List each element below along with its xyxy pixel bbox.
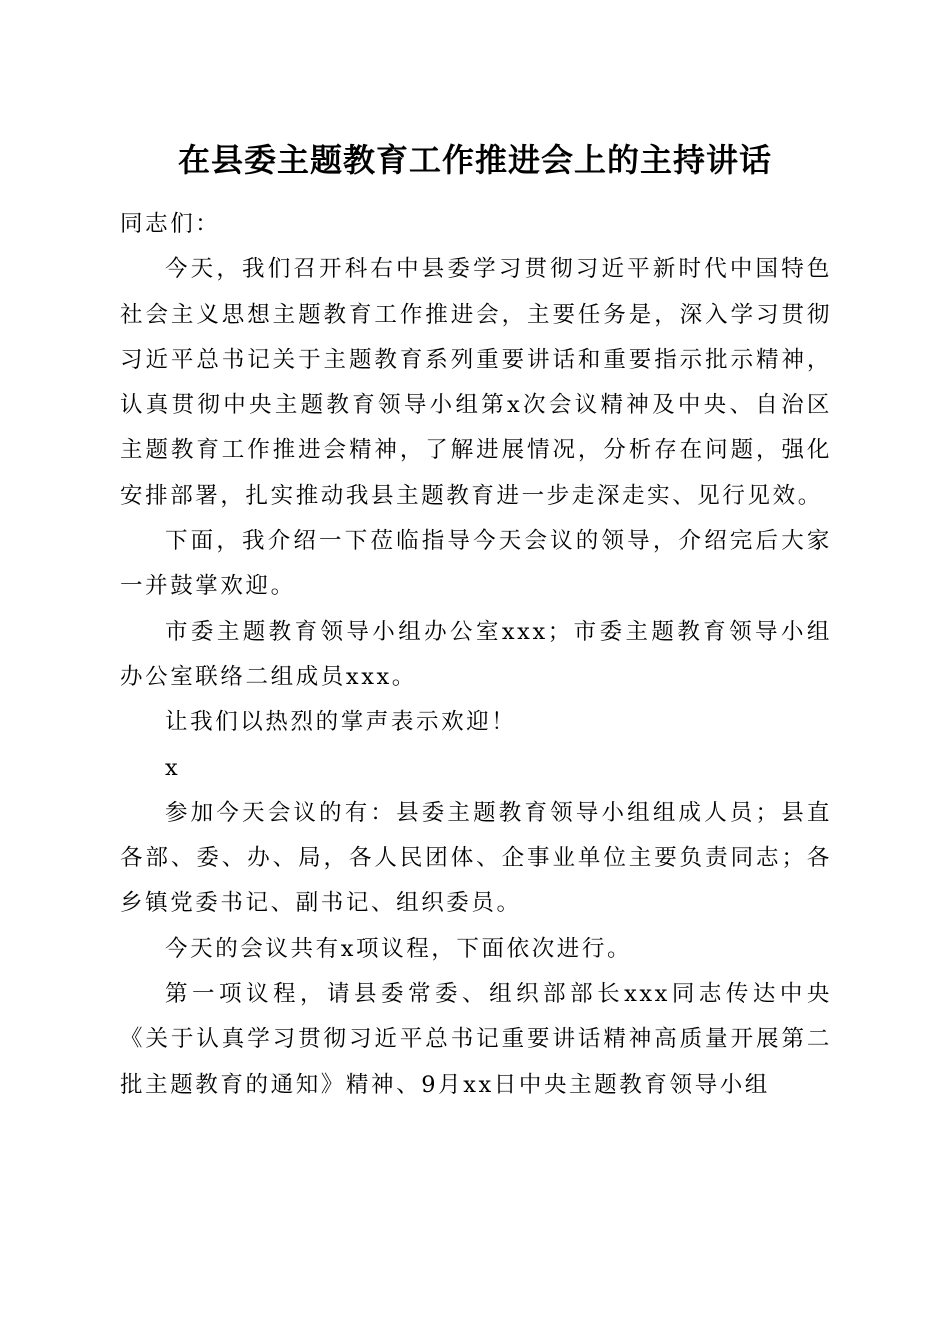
paragraph-opening: 今天，我们召开科右中县委学习贯彻习近平新时代中国特色社会主义思想主题教育工作推进会，主要任务是，深入学习贯彻习近平总书记关于主题教育系列重要讲话和重要指示批示精神，认真贯彻中央主题教育领导小组第x次会议精神及中央、自治区主题教育工作推进会精神，了解进展情况，分析存在问题，强化安排部署，扎实推动我县主题教育进一步走深走实、见行见效。 [120, 256, 832, 509]
paragraph-attendees: 参加今天会议的有：县委主题教育领导小组组成人员；县直各部、委、办、局，各人民团体、企事业单位主要负责同志；各乡镇党委书记、副书记、组织委员。 [120, 799, 832, 917]
document-title: 在县委主题教育工作推进会上的主持讲话 [177, 141, 772, 179]
document-body [120, 202, 832, 1108]
paragraph-placeholder: x [165, 754, 181, 781]
paragraph-applause: 让我们以热烈的掌声表示欢迎！ [165, 709, 517, 736]
salutation: 同志们： [120, 211, 221, 237]
paragraph-introduce-leaders: 下面，我介绍一下莅临指导今天会议的领导，介绍完后大家一并鼓掌欢迎。 [120, 528, 832, 600]
paragraph-agenda-count: 今天的会议共有x项议程，下面依次进行。 [165, 935, 633, 962]
paragraph-agenda-item-one: 第一项议程，请县委常委、组织部部长xxx同志传达中央《关于认真学习贯彻习近平总书记重要讲话精神高质量开展第二批主题教育的通知》精神、9月xx日中央主题教育领导小组 [120, 981, 832, 1098]
paragraph-leader-names: 市委主题教育领导小组办公室xxx；市委主题教育领导小组办公室联络二组成员xxx。 [120, 618, 832, 690]
